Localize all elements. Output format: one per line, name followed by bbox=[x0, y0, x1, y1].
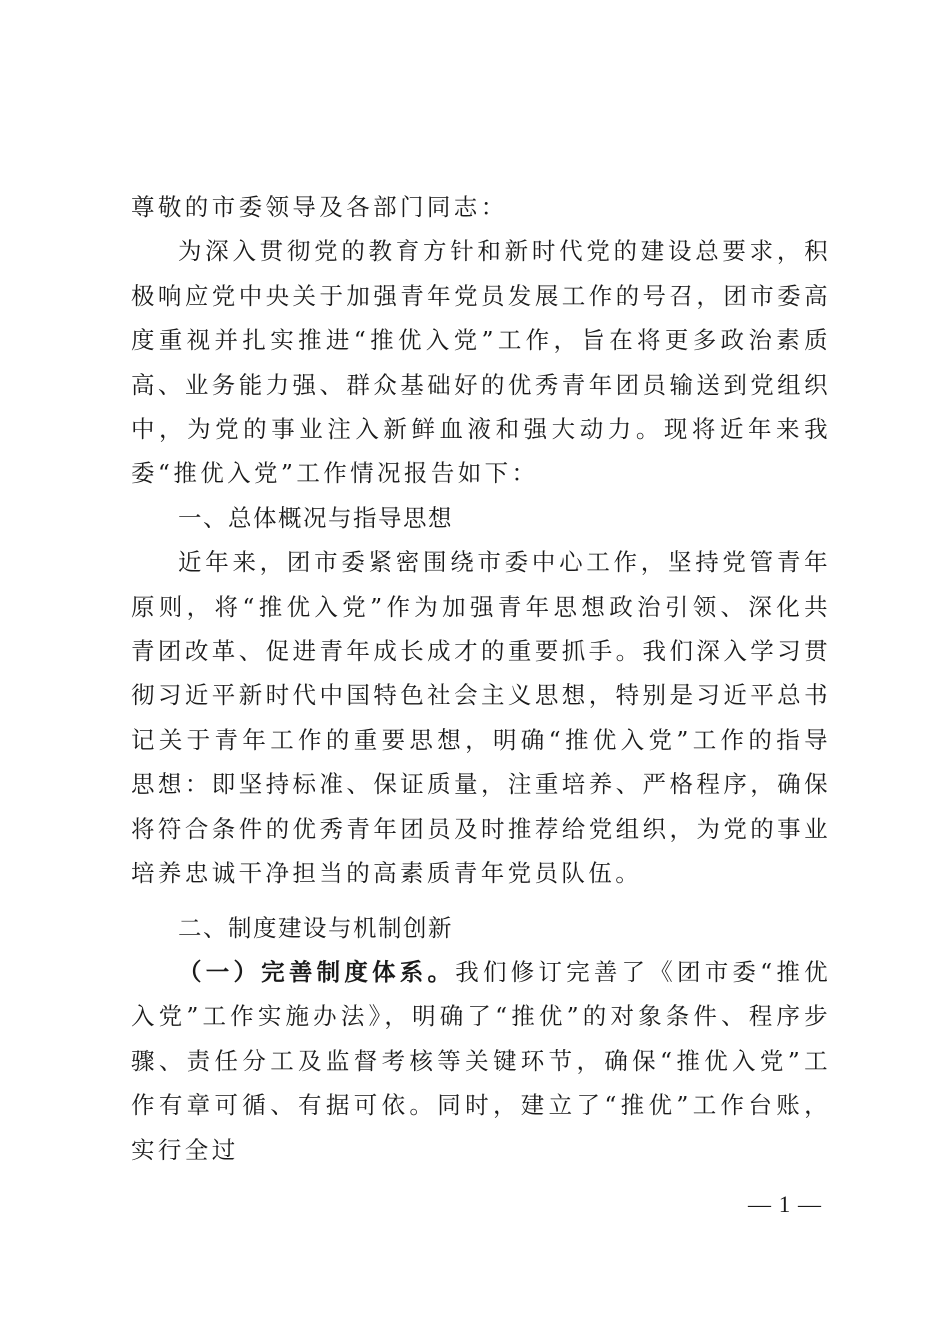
section-2-sub-1-paragraph bbox=[131, 950, 831, 1172]
sub-1-text: 我们修订完善了《团市委“推优入党”工作实施办法》，明确了“推优”的对象条件、程序步骤、责任分工及监督考核等关键环节，确保“推优入党”工作有章可循、有据可依。同时，建立了“推优”工作台账，实行全过 bbox=[131, 957, 832, 1164]
salutation: 尊敬的市委领导及各部门同志： bbox=[131, 193, 508, 221]
document-body bbox=[131, 185, 831, 1172]
section-2-heading: 二、制度建设与机制创新 bbox=[178, 913, 453, 942]
section-1-paragraph: 近年来，团市委紧密围绕市委中心工作，坚持党管青年原则，将“推优入党”作为加强青年思想政治引领、深化共青团改革、促进青年成长成才的重要抓手。我们深入学习贯彻习近平新时代中国特色社会主义思想，特别是习近平总书记关于青年工作的重要思想，明确“推优入党”工作的指导思想：即坚持标准、保证质量，注重培养、严格程序，确保将符合条件的优秀青年团员及时推荐给党组织，为党的事业培养忠诚干净担当的高素质青年党员队伍。 bbox=[131, 548, 831, 888]
sub-1-label: （一）完善制度体系。 bbox=[178, 957, 456, 986]
page-number: — 1 — bbox=[748, 1192, 822, 1217]
intro-paragraph: 为深入贯彻党的教育方针和新时代党的建设总要求，积极响应党中央关于加强青年党员发展工作的号召，团市委高度重视并扎实推进“推优入党”工作，旨在将更多政治素质高、业务能力强、群众基础好的优秀青年团员输送到党组织中，为党的事业注入新鲜血液和强大动力。现将近年来我委“推优入党”工作情况报告如下： bbox=[131, 237, 831, 488]
section-1-heading: 一、总体概况与指导思想 bbox=[178, 503, 453, 532]
